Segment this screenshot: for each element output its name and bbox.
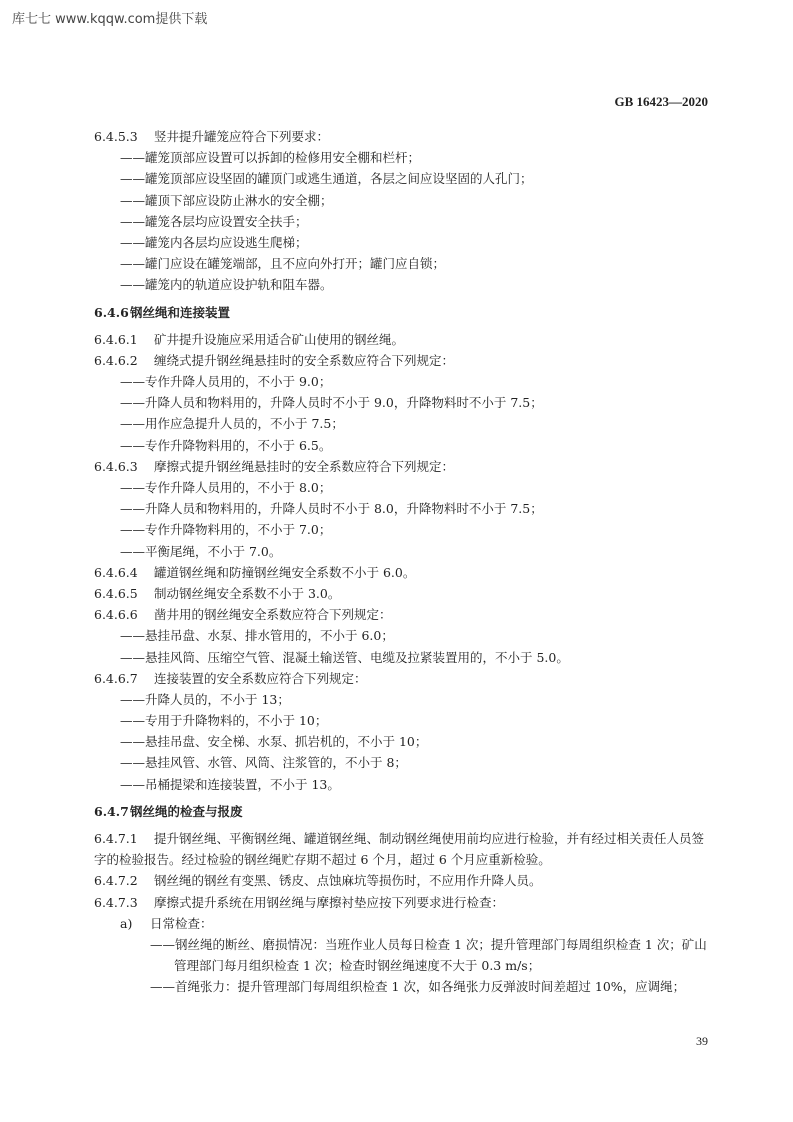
- dash-item: [94, 253, 714, 274]
- dash-item-text: ——专作升降人员用的，不小于 8.0；: [120, 480, 332, 495]
- dash-item: [94, 774, 714, 795]
- dash-item-text: ——专作升降物料用的，不小于 7.0；: [120, 522, 332, 538]
- section-heading: [94, 801, 714, 822]
- dash-item-text: ——悬挂吊盘、安全梯、水泵、抓岩机的，不小于 10；: [120, 734, 428, 750]
- clause-text: 缠绕式提升钢丝绳悬挂时的安全系数应符合下列规定：: [154, 352, 455, 368]
- clause-text: 竖井提升罐笼应符合下列要求：: [154, 129, 330, 144]
- dash-item-text: ——悬挂风筒、压缩空气管、混凝土输送管、电缆及拉紧装置用的，不小于 5.0。: [120, 649, 569, 665]
- clause-text: 摩擦式提升钢丝绳悬挂时的安全系数应符合下列规定：: [154, 458, 455, 474]
- clause: [94, 350, 714, 371]
- dash-item: [94, 232, 714, 253]
- list-item-label: a): [120, 915, 133, 931]
- clause: [94, 892, 714, 913]
- clause-text: 矿井提升设施应采用适合矿山使用的钢丝绳。: [154, 331, 405, 347]
- clause-text: 钢丝绳的钢丝有变黑、锈皮、点蚀麻坑等损伤时，不应用作升降人员。: [154, 873, 542, 889]
- clause: [94, 604, 714, 625]
- clause: [94, 870, 714, 891]
- sub-dash-item: [94, 934, 714, 976]
- dash-item: [94, 435, 714, 456]
- section-number: 6.4.6: [94, 304, 129, 320]
- dash-item: [94, 168, 714, 189]
- sub-dash-item-text: ——首绳张力：提升管理部门每周组织检查 1 次，如各绳张力反弹波时间差超过 10%，应调绳；: [150, 979, 686, 995]
- clause: [94, 668, 714, 689]
- page-number: 39: [696, 1034, 708, 1048]
- sub-dash-item-text: ——钢丝绳的断丝、磨损情况：当班作业人员每日检查 1 次；提升管理部门每周组织检查 1 次；矿山管理部门每月组织检查 1 次；检查时钢丝绳速度不大于 0.3 m/s；: [150, 936, 707, 974]
- clause-text: 罐道钢丝绳和防撞钢丝绳安全系数不小于 6.0。: [154, 564, 416, 580]
- clause-text: 提升钢丝绳、平衡钢丝绳、罐道钢丝绳、制动钢丝绳使用前均应进行检验，并有经过相关责任人员签字的检验报告。经过检验的钢丝绳贮存期不超过 6 个月，超过 6 个月应重新检验。: [94, 831, 705, 868]
- clause: [94, 126, 714, 147]
- clause-text: 摩擦式提升系统在用钢丝绳与摩擦衬垫应按下列要求进行检查：: [154, 894, 505, 910]
- dash-item-text: ——罐顶下部应设防止淋水的安全棚；: [120, 192, 333, 208]
- clause-text: 凿井用的钢丝绳安全系数应符合下列规定：: [154, 607, 392, 623]
- dash-item: [94, 477, 714, 498]
- dash-item-text: ——专作升降物料用的，不小于 6.5。: [120, 437, 332, 453]
- clause: [94, 562, 714, 583]
- list-item-text: 日常检查：: [150, 915, 213, 931]
- clause-number: 6.4.5.3: [94, 129, 138, 144]
- dash-item: [94, 625, 714, 646]
- dash-item-text: ——升降人员的，不小于 13；: [120, 691, 290, 707]
- dash-item-text: ——升降人员和物料用的，升降人员时不小于 9.0，升降物料时不小于 7.5；: [120, 395, 543, 411]
- dash-item-text: ——吊桶提梁和连接装置，不小于 13。: [120, 776, 340, 792]
- clause-text: 连接装置的安全系数应符合下列规定：: [154, 670, 367, 686]
- dash-item: [94, 752, 714, 773]
- dash-item-text: ——悬挂风管、水管、风筒、注浆管的，不小于 8；: [120, 755, 407, 771]
- dash-item-text: ——用作应急提升人员的，不小于 7.5；: [120, 416, 344, 432]
- dash-item: [94, 371, 714, 392]
- dash-item: [94, 647, 714, 668]
- clause-number: 6.4.6.1: [94, 331, 138, 347]
- document-body: [94, 126, 714, 998]
- dash-item-text: ——罐门应设在罐笼端部，且不应向外打开；罐门应自锁；: [120, 256, 446, 272]
- clause-text: 制动钢丝绳安全系数不小于 3.0。: [154, 585, 341, 601]
- sub-dash-item: [94, 976, 714, 997]
- clause-number: 6.4.6.3: [94, 458, 138, 474]
- clause-number: 6.4.7.3: [94, 894, 138, 910]
- clause: [94, 456, 714, 477]
- dash-item-text: ——升降人员和物料用的，升降人员时不小于 8.0，升降物料时不小于 7.5；: [120, 501, 543, 517]
- dash-item: [94, 190, 714, 211]
- dash-item: [94, 519, 714, 540]
- dash-item-text: ——罐笼顶部应设置可以拆卸的检修用安全棚和栏杆；: [120, 150, 421, 166]
- clause: [94, 329, 714, 350]
- dash-item: [94, 731, 714, 752]
- clause-number: 6.4.7.2: [94, 873, 138, 889]
- dash-item: [94, 147, 714, 168]
- dash-item: [94, 413, 714, 434]
- clause: [94, 583, 714, 604]
- dash-item-text: ——平衡尾绳，不小于 7.0。: [120, 543, 282, 559]
- dash-item-text: ——罐笼各层均应设置安全扶手；: [120, 213, 308, 229]
- watermark: 库七七 www.kqqw.com提供下载: [12, 12, 208, 27]
- clause: [94, 828, 714, 870]
- dash-item-text: ——专用于升降物料的，不小于 10；: [120, 713, 328, 729]
- dash-item: [94, 498, 714, 519]
- clause-number: 6.4.7.1: [94, 831, 138, 846]
- clause-number: 6.4.6.4: [94, 564, 138, 580]
- section-number: 6.4.7: [94, 803, 129, 819]
- dash-item-text: ——罐笼内的轨道应设护轨和阻车器。: [120, 277, 333, 293]
- section-title: 钢丝绳的检查与报废: [130, 803, 243, 819]
- dash-item-text: ——罐笼内各层均应设逃生爬梯；: [120, 234, 308, 250]
- dash-item-text: ——专作升降人员用的，不小于 9.0；: [120, 374, 332, 390]
- dash-item-text: ——罐笼顶部应设坚固的罐顶门或逃生通道，各层之间应设坚固的人孔门；: [120, 171, 533, 187]
- section-title: 钢丝绳和连接装置: [130, 304, 231, 320]
- clause-number: 6.4.6.6: [94, 607, 138, 623]
- dash-item: [94, 541, 714, 562]
- dash-item: [94, 710, 714, 731]
- clause-number: 6.4.6.5: [94, 585, 138, 601]
- clause-number: 6.4.6.2: [94, 352, 138, 368]
- dash-item: [94, 392, 714, 413]
- dash-item-text: ——悬挂吊盘、水泵、排水管用的，不小于 6.0；: [120, 628, 394, 644]
- dash-item: [94, 211, 714, 232]
- clause-number: 6.4.6.7: [94, 670, 138, 686]
- list-item: [94, 913, 714, 934]
- section-heading: [94, 302, 714, 323]
- dash-item: [94, 689, 714, 710]
- dash-item: [94, 274, 714, 295]
- standard-number: GB 16423—2020: [614, 94, 708, 109]
